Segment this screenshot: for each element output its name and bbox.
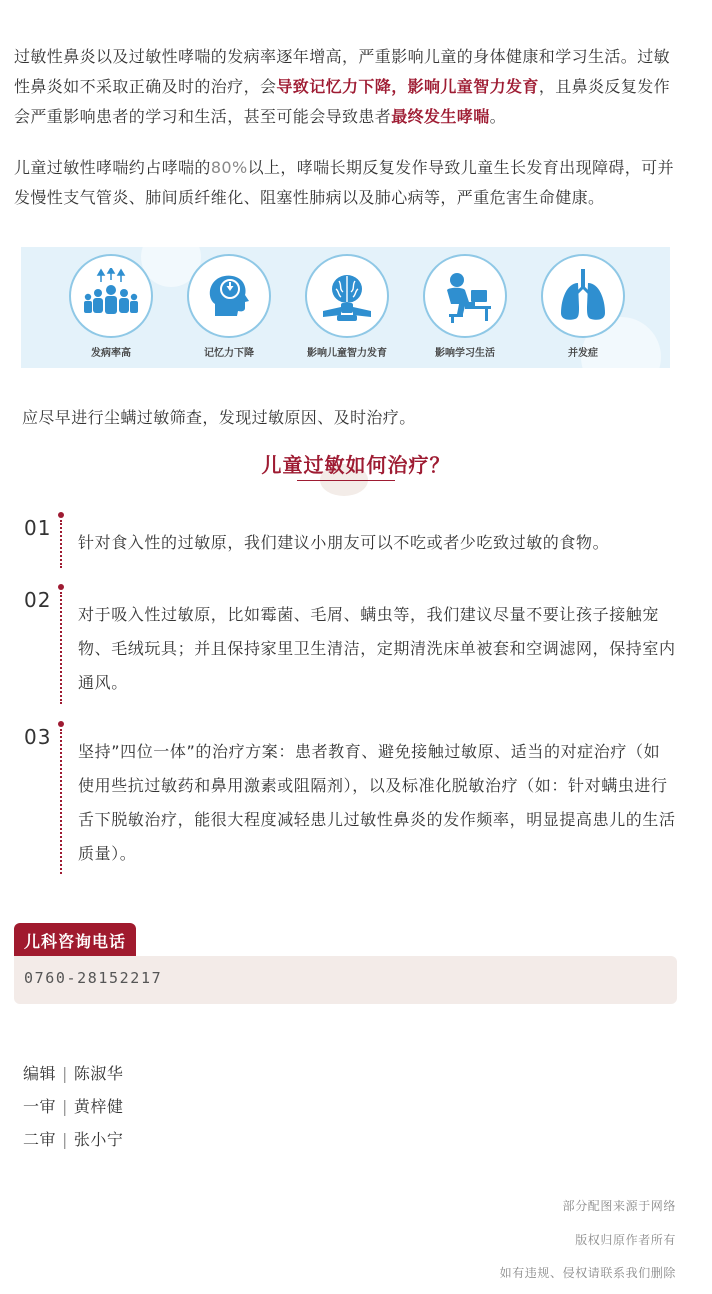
banner-item <box>181 254 277 359</box>
lungs-icon <box>541 254 625 338</box>
percentage: 80% <box>210 158 248 177</box>
intro-text: 过敏性鼻炎以及过敏性哮喘的发病率逐年增高，严重影响儿童的身体健康和学习生活。过敏性鼻炎如不采取正确及时的治疗，会 <box>14 47 671 96</box>
phone-box <box>14 956 677 1004</box>
banner-item <box>417 254 513 359</box>
footer-note: 部分配图来源于网络 <box>562 1199 676 1213</box>
step-dotted-line <box>60 592 62 704</box>
credit-role: 编辑 <box>23 1064 57 1083</box>
highlight-asthma: 最终发生哮喘 <box>391 107 490 126</box>
intro-text: 以上，哮喘长期反复发作导致儿童生长发育出现障碍，可并发慢性支气管炎、肺间质纤维化、阻塞性肺病以及肺心病等，严重危害生命健康。 <box>14 158 674 207</box>
banner-item <box>299 254 395 359</box>
step-dot <box>58 512 64 518</box>
brain-icon <box>305 254 389 338</box>
advice-text: 应尽早进行尘螨过敏筛查，发现过敏原因、及时治疗。 <box>22 408 416 427</box>
title-underline <box>297 480 395 481</box>
credit-reviewer-2 <box>23 1129 123 1151</box>
credit-role: 一审 <box>23 1097 57 1116</box>
credit-editor <box>23 1063 123 1085</box>
step-number: 01 <box>24 516 52 540</box>
section-title <box>0 448 712 482</box>
intro-text: ，且鼻炎反复发作会严重影响患者的学习和生活，甚至可能会导致患者 <box>14 77 671 126</box>
credit-separator: | <box>62 1097 68 1116</box>
effects-banner <box>21 247 670 368</box>
step-number: 02 <box>24 588 52 612</box>
step-text: 针对食入性的过敏原，我们建议小朋友可以不吃或者少吃致过敏的食物。 <box>78 533 610 552</box>
credit-role: 二审 <box>23 1130 57 1149</box>
step-dot <box>58 721 64 727</box>
credit-separator: | <box>62 1130 68 1149</box>
intro-text: 儿童过敏性哮喘约占哮喘的 <box>14 158 211 177</box>
phone-number[interactable]: 0760-28152217 <box>24 969 163 987</box>
student-desk-icon <box>423 254 507 338</box>
intro-paragraph-2 <box>14 153 680 213</box>
step-text: 对于吸入性过敏原，比如霉菌、毛屑、螨虫等，我们建议尽量不要让孩子接触宠物、毛绒玩具；并且保持家里卫生清洁，定期清洗床单被套和空调滤网，保持室内通风。 <box>78 605 676 692</box>
credit-separator: | <box>62 1064 68 1083</box>
footer-note: 版权归原作者所有 <box>575 1233 676 1247</box>
credit-name: 陈淑华 <box>73 1064 124 1083</box>
banner-item-label: 影响儿童智力发育 <box>307 348 387 359</box>
people-icon <box>69 254 153 338</box>
banner-item-label: 并发症 <box>568 348 598 359</box>
step-text: 坚持”四位一体”的治疗方案：患者教育、避免接触过敏原、适当的对症治疗（如使用些抗过敏药和鼻用激素或阻隔剂），以及标准化脱敏治疗（如：针对螨虫进行舌下脱敏治疗，能很大程度减轻患儿过敏性鼻炎的发作频率，明显提高患儿的生活质量）。 <box>78 742 676 863</box>
banner-item-label: 记忆力下降 <box>204 348 254 359</box>
banner-item <box>535 254 631 359</box>
credit-name: 黄梓健 <box>73 1097 124 1116</box>
section-title-text: 儿童过敏如何治疗？ <box>261 453 451 477</box>
intro-paragraph-1 <box>14 42 680 132</box>
step-dotted-line <box>60 729 62 874</box>
intro-text: 。 <box>489 107 507 126</box>
banner-item-label: 发病率高 <box>91 348 131 359</box>
phone-label-tab: 儿科咨询电话 <box>14 923 136 959</box>
banner-item-label: 影响学习生活 <box>435 348 495 359</box>
head-memory-icon <box>187 254 271 338</box>
highlight-memory: 导致记忆力下降，影响儿童智力发育 <box>276 77 539 96</box>
step-dot <box>58 584 64 590</box>
credit-name: 张小宁 <box>73 1130 124 1149</box>
credit-reviewer-1 <box>23 1096 123 1118</box>
step-number: 03 <box>24 725 52 749</box>
banner-item <box>63 254 159 359</box>
footer-note: 如有违规、侵权请联系我们删除 <box>499 1266 676 1280</box>
step-dotted-line <box>60 520 62 568</box>
